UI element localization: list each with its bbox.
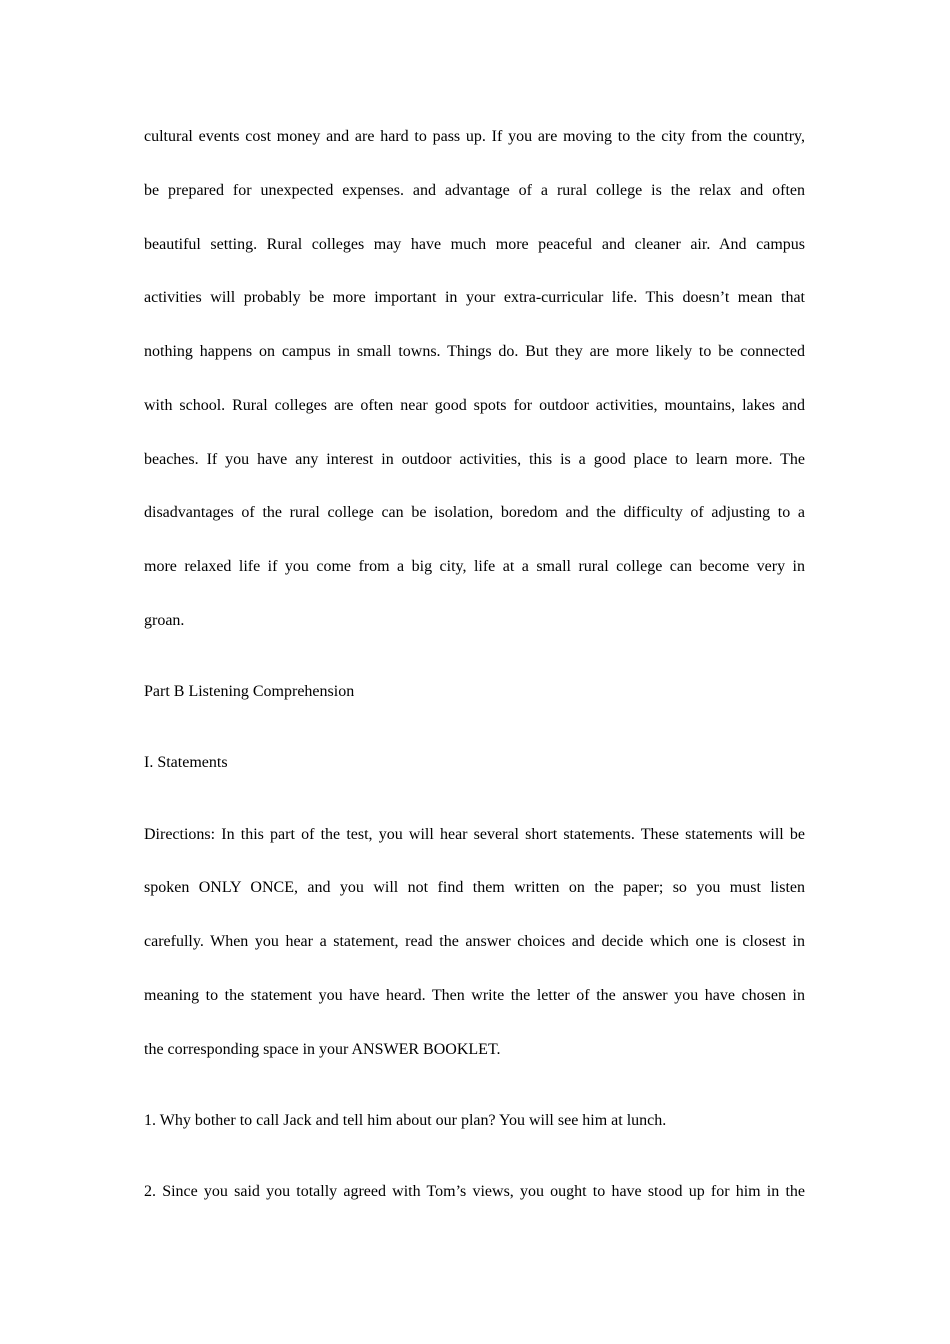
passage-line: cultural events cost money and are hard to pass up. If you are moving to the city from the country,	[144, 128, 805, 145]
passage-line: more relaxed life if you come from a big city, life at a small rural college can become very in	[144, 558, 805, 575]
statement-line: 1. Why bother to call Jack and tell him about our plan? You will see him at lunch.	[144, 1112, 667, 1129]
passage-line: groan.	[144, 612, 185, 629]
section-heading: I. Statements	[144, 754, 228, 771]
passage-line: with school. Rural colleges are often near good spots for outdoor activities, mountains, lakes and	[144, 397, 805, 414]
passage-line: be prepared for unexpected expenses. and advantage of a rural college is the relax and often	[144, 182, 805, 199]
passage-line: beautiful setting. Rural colleges may have much more peaceful and cleaner air. And campus	[144, 236, 805, 253]
passage-line: activities will probably be more important in your extra-curricular life. This doesn’t mean that	[144, 289, 805, 306]
directions-line: spoken ONLY ONCE, and you will not find them written on the paper; so you must listen	[144, 879, 805, 896]
directions-line: the corresponding space in your ANSWER BOOKLET.	[144, 1041, 501, 1058]
statement-line: 2. Since you said you totally agreed with Tom’s views, you ought to have stood up for him in the	[144, 1183, 805, 1200]
part-heading: Part B Listening Comprehension	[144, 683, 355, 700]
directions-line: Directions: In this part of the test, you will hear several short statements. These statements will be	[144, 826, 805, 843]
directions-line: carefully. When you hear a statement, read the answer choices and decide which one is closest in	[144, 933, 805, 950]
passage-line: disadvantages of the rural college can be isolation, boredom and the difficulty of adjusting to a	[144, 504, 805, 521]
passage-line: beaches. If you have any interest in outdoor activities, this is a good place to learn more. The	[144, 451, 805, 468]
passage-line: nothing happens on campus in small towns. Things do. But they are more likely to be connected	[144, 343, 805, 360]
directions-line: meaning to the statement you have heard. Then write the letter of the answer you have chosen in	[144, 987, 805, 1004]
